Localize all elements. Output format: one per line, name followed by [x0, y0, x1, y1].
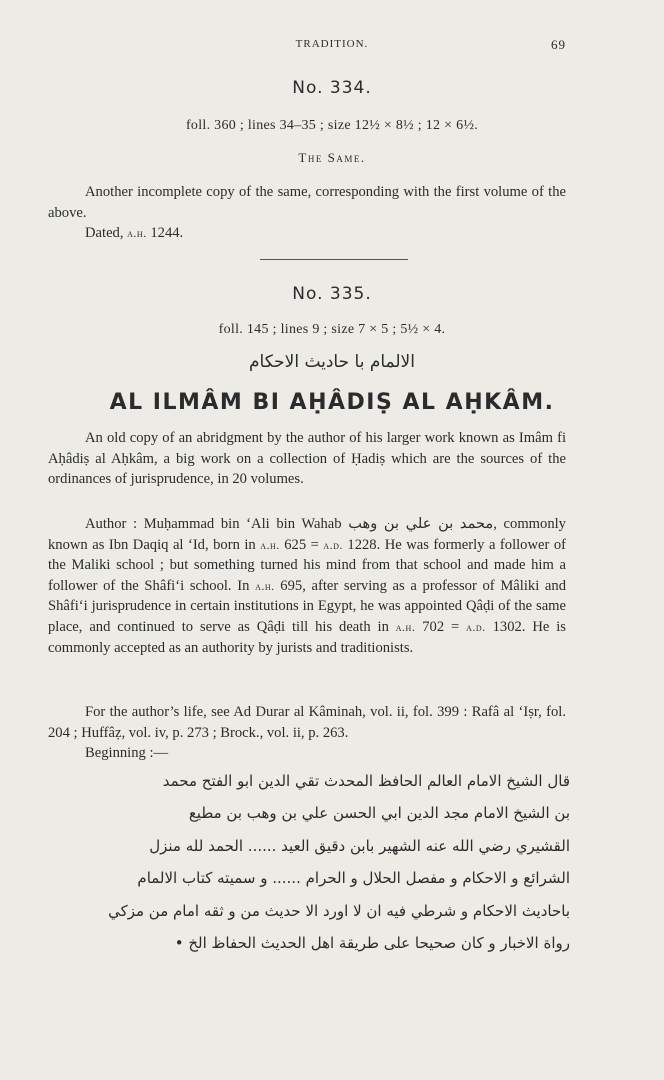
author-text-a: Author : Muḥammad bin ‘Ali bin Wahab [85, 516, 349, 532]
dated-era: a.h. [127, 226, 147, 240]
arabic-beginning-text [42, 765, 570, 959]
author-text-e: 695, after serving as a professor of Mâliki and Shâfi‘i jurisprudence in certain institutions in Egypt, he was appointed Qâḍi of the same place, and continued to serve as Qâḍi till his death in [48, 577, 566, 635]
arabic-line: باحاديث الاحكام و شرطي فيه ان لا اورد الا حديث من و ثقه امام من مزكي [108, 901, 570, 920]
paragraph-beginning-label: Beginning :— [85, 745, 169, 761]
arabic-line: رواة الاخبار و كان صحيحا على طريقة اهل الحديث الحفاظ الخ • [174, 934, 570, 953]
author-text-g: 1302. He is commonly accepted as an authority by jurists and traditionists. [48, 618, 566, 656]
author-text-c: 625 = [279, 536, 324, 553]
paragraph-description: An old copy of an abridgment by the author of his larger work known as Imâm fi Aḥâdiṣ al Aḥkâm, a big work on a collection of Ḥadiṣ which are the sources of the ordinances of jurisprudence, in 20 volumes. [48, 430, 566, 488]
entry-334-dated [48, 223, 566, 244]
entry-334-subtitle: The Same. [298, 150, 366, 165]
author-arabic-name: محمد بن علي بن وهب [348, 516, 494, 532]
arabic-line: بن الشيخ الامام مجد الدين ابي الحسن علي بن وهب بن مطيع [188, 804, 570, 823]
era-ah-3: a.h. [395, 619, 416, 634]
era-ad-2: a.d. [466, 619, 486, 634]
entry-334-collation: foll. 360 ; lines 34–35 ; size 12½ × 8½ ; 12 × 6½. [185, 118, 479, 133]
entry-335-number: No. 335. [292, 284, 372, 304]
era-ad-1: a.d. [323, 537, 343, 552]
arabic-line: القشيري رضي الله عنه الشهير بابن دقيق العيد ...... الحمد لله منزل [149, 836, 570, 855]
entry-335-arabic-title: الالمام با حاديث الاحكام [249, 352, 415, 372]
running-header [0, 38, 664, 54]
entry-335-title: AL ILMÂM BI AḤÂDIṢ AL AḤKÂM. [109, 390, 555, 415]
arabic-line: الشرائع و الاحكام و مفصل الحلال و الحرام ...... و سميته كتاب الالمام [137, 869, 570, 888]
era-ah-2: a.h. [255, 578, 275, 593]
dated-year: 1244. [146, 225, 184, 241]
entry-334-description: Another incomplete copy of the same, corresponding with the first volume of the above. [48, 184, 566, 221]
running-title: TRADITION. [295, 38, 369, 50]
entry-334-number: No. 334. [292, 78, 372, 98]
paragraph-references: For the author’s life, see Ad Durar al Kâminah, vol. ii, fol. 399 : Rafâ al ‘Iṣr, fol. 204 ; Huffâẓ, vol. iv, p. 273 ; Brock., vol. ii, p. 263. [48, 704, 566, 741]
author-text-b: , commonly known as Ibn Daqiq al ‘Id, born in [48, 516, 566, 553]
paragraph-author [48, 514, 566, 658]
author-text-f: 702 = [415, 618, 467, 635]
section-divider [260, 259, 408, 260]
arabic-line: قال الشيخ الامام العالم الحافظ المحدث تقي الدين ابو الفتح محمد [162, 772, 570, 790]
era-ah-1: a.h. [260, 537, 280, 552]
author-text-d: 1228. He was formerly a follower of the Maliki school ; but something turned his mind from that school and made him a follower of the Shâfi‘i school. In [48, 536, 567, 594]
page-number: 69 [551, 37, 566, 52]
entry-335-collation: foll. 145 ; lines 9 ; size 7 × 5 ; 5½ × 4. [218, 322, 446, 337]
dated-label: Dated, [85, 225, 128, 241]
